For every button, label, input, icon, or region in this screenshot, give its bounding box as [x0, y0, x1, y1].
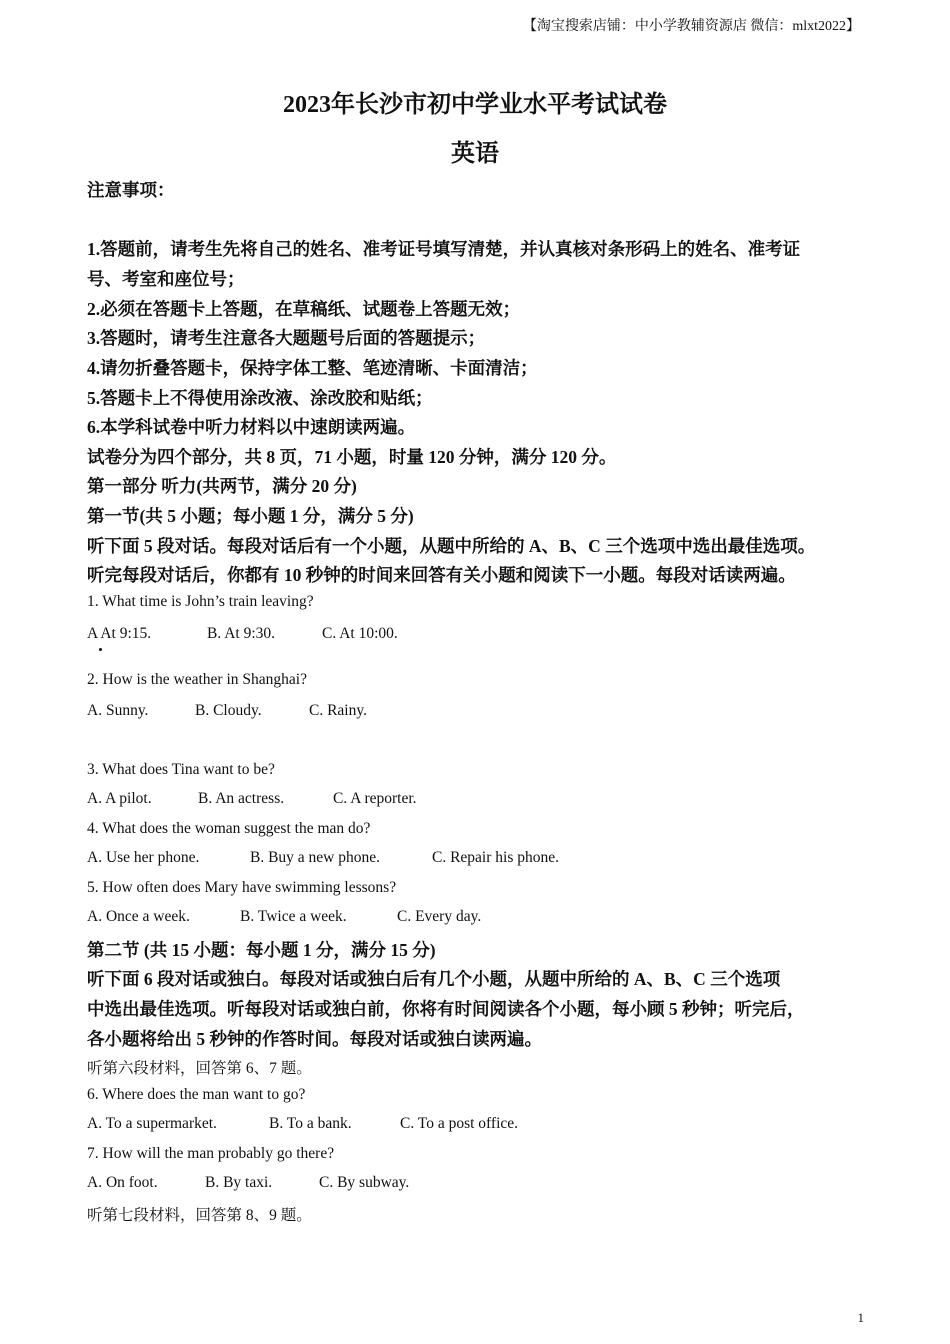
option-a: A. Use her phone. — [87, 849, 200, 866]
option-a: A. A pilot. — [87, 790, 152, 807]
notice-item: 5.答题卡上不得使用涂改液、涂改胶和贴纸； — [87, 388, 433, 408]
notice-item: 号、考室和座位号； — [87, 269, 245, 289]
option-b: B. At 9:30. — [207, 625, 276, 642]
notice-item: 3.答题时，请考生注意各大题题号后面的答题提示； — [87, 328, 486, 348]
option-a: A At 9:15. — [87, 625, 152, 642]
question-text: 2. How is the weather in Shanghai? — [87, 671, 307, 688]
option-c: C. By subway. — [319, 1174, 410, 1191]
option-c: C. Rainy. — [309, 702, 367, 719]
option-c: C. Every day. — [397, 908, 482, 925]
notice-heading: 注意事项： — [87, 180, 175, 200]
option-a: A. To a supermarket. — [87, 1115, 217, 1132]
option-b: B. To a bank. — [269, 1115, 352, 1132]
option-b: B. Twice a week. — [240, 908, 347, 925]
section2-instruction: 听下面 6 段对话或独白。每段对话或独白后有几个小题，从题中所给的 A、B、C 三个选项 — [87, 969, 781, 989]
question-text: 3. What does Tina want to be? — [87, 761, 275, 778]
option-b: B. By taxi. — [205, 1174, 273, 1191]
question-text: 4. What does the woman suggest the man do? — [87, 820, 371, 837]
notice-item: 2.必须在答题卡上答题，在草稿纸、试题卷上答题无效； — [87, 299, 521, 319]
notice-item: 1.答题前，请考生先将自己的姓名、准考证号填写清楚，并认真核对条形码上的姓名、准考证 — [87, 239, 801, 259]
section1-heading: 第一节(共 5 小题；每小题 1 分，满分 5 分) — [87, 506, 414, 526]
option-c: C. To a post office. — [400, 1115, 519, 1132]
page-title: 2023年长沙市初中学业水平考试试卷 — [283, 92, 667, 118]
option-a: A. Once a week. — [87, 908, 190, 925]
section2-heading: 第二节 (共 15 小题：每小题 1 分，满分 15 分) — [87, 940, 436, 960]
stray-dot — [99, 648, 102, 651]
option-b: B. An actress. — [198, 790, 285, 807]
option-a: A. Sunny. — [87, 702, 149, 719]
option-b: B. Buy a new phone. — [250, 849, 381, 866]
question-text: 1. What time is John’s train leaving? — [87, 593, 314, 610]
option-c: C. At 10:00. — [322, 625, 398, 642]
notice-item: 6.本学科试卷中听力材料以中速朗读两遍。 — [87, 417, 416, 437]
material-note: 听第六段材料，回答第 6、7 题。 — [87, 1060, 312, 1077]
section2-instruction: 各小题将给出 5 秒钟的作答时间。每段对话或独白读两遍。 — [87, 1029, 542, 1049]
option-b: B. Cloudy. — [195, 702, 262, 719]
question-text: 5. How often does Mary have swimming lessons? — [87, 879, 397, 896]
question-text: 6. Where does the man want to go? — [87, 1086, 306, 1103]
section1-instruction: 听下面 5 段对话。每段对话后有一个小题，从题中所给的 A、B、C 三个选项中选出最佳选项。 — [87, 536, 816, 556]
question-text: 7. How will the man probably go there? — [87, 1145, 335, 1162]
page-number: 1 — [857, 1310, 864, 1325]
notice-item: 4.请勿折叠答题卡，保持字体工整、笔迹清晰、卡面清洁； — [87, 358, 538, 378]
exam-summary: 试卷分为四个部分，共 8 页，71 小题，时量 120 分钟，满分 120 分。 — [87, 447, 617, 467]
header-note: 【淘宝搜索店铺：中小学教辅资源店 微信：mlxt2022】 — [522, 19, 860, 34]
page-subtitle: 英语 — [451, 141, 499, 167]
section2-instruction: 中选出最佳选项。听每段对话或独白前，你将有时间阅读各个小题，每小顾 5 秒钟；听完后， — [87, 999, 805, 1019]
option-c: C. Repair his phone. — [432, 849, 559, 866]
option-a: A. On foot. — [87, 1174, 158, 1191]
section1-instruction: 听完每段对话后，你都有 10 秒钟的时间来回答有关小题和阅读下一小题。每段对话读两遍。 — [87, 565, 796, 585]
option-c: C. A reporter. — [333, 790, 417, 807]
part1-heading: 第一部分 听力(共两节，满分 20 分) — [87, 476, 357, 496]
material-note: 听第七段材料，回答第 8、9 题。 — [87, 1207, 312, 1224]
